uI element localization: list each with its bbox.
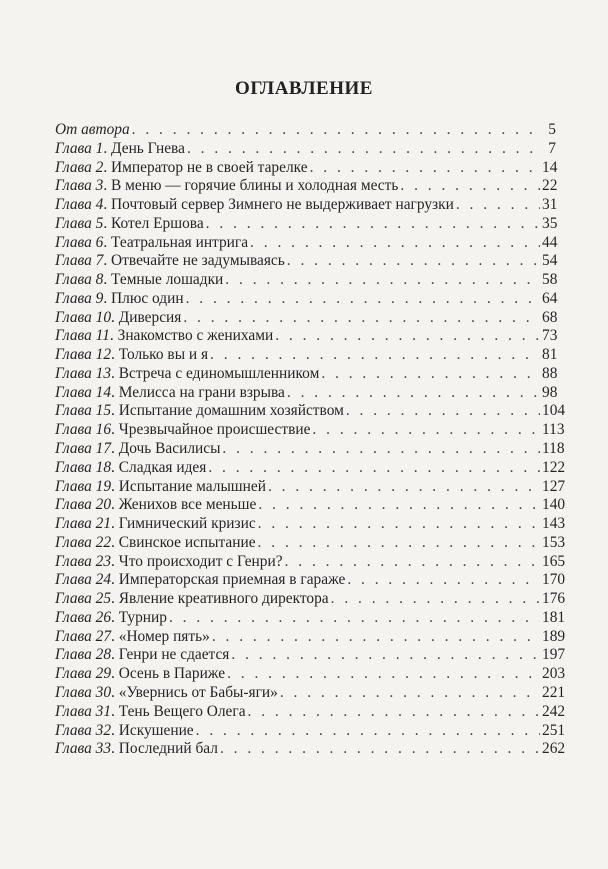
- toc-entry: [55, 309, 556, 328]
- toc-entry-page: 197: [542, 646, 566, 664]
- toc-entry-title: Знакомство с женихами: [117, 327, 274, 345]
- toc-entry-page: 5: [548, 121, 556, 138]
- toc-entry: [55, 740, 566, 759]
- toc-entry: [55, 159, 556, 178]
- toc-entry-prefix: Глава 20: [55, 496, 112, 514]
- toc-entry-label: Глава 13. Встреча с единомышленником: [55, 364, 320, 382]
- toc-entry-title: Диверсия: [118, 308, 182, 326]
- toc-entry: [55, 477, 566, 497]
- toc-entry-title: День Гнева: [111, 139, 185, 157]
- toc-entry-label: Глава 18. Сладкая идея: [55, 458, 207, 476]
- toc-entry-page: 176: [542, 590, 566, 608]
- toc-entry: [55, 140, 556, 159]
- toc-entry-title: Императорская приемная в гараже: [118, 571, 346, 589]
- toc-entry-label: Глава 6. Театральная интрига: [55, 233, 249, 251]
- toc-entry-prefix: Глава 6: [55, 233, 104, 251]
- toc-entry-prefix: Глава 1: [55, 139, 104, 157]
- toc-entry-prefix: Глава 9: [55, 289, 104, 307]
- toc-entry: [55, 721, 566, 741]
- toc-entry-label: Глава 12. Только вы и я: [55, 346, 209, 364]
- dot-leader: [220, 740, 540, 759]
- toc-entry-page: 143: [542, 515, 566, 533]
- toc-entry-page: 14: [542, 158, 558, 176]
- toc-entry-page: 104: [542, 402, 566, 420]
- toc-entry-label: Глава 1. День Гнева: [55, 139, 185, 157]
- toc-entry-label: Глава 15. Испытание домашним хозяйством: [55, 402, 344, 420]
- toc-entry-page: 81: [542, 346, 558, 364]
- toc-entry-title: Дочь Василисы: [118, 440, 221, 458]
- toc-entry: [55, 571, 566, 590]
- toc-entry: [55, 252, 556, 271]
- toc-entry-page: 35: [542, 214, 558, 232]
- toc-entry-prefix: Глава 11: [55, 327, 110, 345]
- toc-entry-page: 181: [542, 608, 566, 626]
- toc-entry-prefix: Глава 8: [55, 271, 104, 289]
- toc-entry-title: Испытание домашним хозяйством: [118, 402, 344, 420]
- toc-entry: [55, 683, 566, 703]
- dot-leader: [132, 121, 540, 140]
- toc-entry-label: Глава 22. Свинское испытание: [55, 533, 256, 551]
- dot-leader: [285, 553, 540, 572]
- dot-leader: [456, 196, 540, 215]
- toc-entry-prefix: Глава 10: [55, 308, 112, 326]
- dot-leader: [210, 346, 540, 365]
- toc-entry-prefix: Глава 5: [55, 214, 104, 232]
- toc-entry-label: Глава 20. Женихов все меньше: [55, 496, 257, 514]
- dot-leader: [258, 515, 540, 534]
- toc-entry-prefix: Глава 16: [55, 421, 112, 439]
- toc-entry-prefix: Глава 29: [55, 665, 112, 683]
- toc-entry-prefix: Глава 18: [55, 458, 112, 476]
- toc-entry-page: 251: [542, 721, 566, 739]
- dot-leader: [287, 384, 540, 403]
- toc-entry-prefix: Глава 31: [55, 702, 112, 720]
- toc-entry-page: 203: [542, 665, 566, 683]
- toc-entry: [55, 627, 566, 647]
- toc-entry-prefix: Глава 32: [55, 721, 112, 739]
- toc-entry-prefix: Глава 21: [55, 515, 112, 533]
- toc-entry-prefix: От автора: [55, 121, 130, 138]
- toc-entry-label: [55, 121, 130, 140]
- toc-entry-prefix: Глава 4: [55, 196, 104, 214]
- toc-entry-prefix: Глава 30: [55, 683, 112, 701]
- toc-entry: [55, 590, 566, 609]
- toc-entry-title: Турнир: [118, 608, 167, 626]
- toc-entry-page: 73: [542, 327, 558, 345]
- toc-entry-title: «Номер пять»: [118, 627, 210, 645]
- toc-entry-page: 68: [542, 308, 558, 326]
- toc-entry-label: Глава 5. Котел Ершова: [55, 214, 204, 232]
- toc-entry-page: 58: [542, 271, 558, 289]
- dot-leader: [321, 365, 540, 384]
- toc-entry: [55, 121, 556, 140]
- toc-entry-label: Глава 14. Мелисса на грани взрыва: [55, 383, 285, 401]
- toc-entry-title: Последний бал: [118, 740, 218, 758]
- toc-entry-label: Глава 23. Что происходит с Генри?: [55, 552, 283, 570]
- toc-entry-label: Глава 33. Последний бал: [55, 740, 218, 758]
- toc-entry-page: 64: [542, 289, 558, 307]
- toc-entry-page: 22: [542, 177, 558, 195]
- toc-entry: [55, 552, 566, 572]
- toc-entry-label: Глава 32. Искушение: [55, 721, 194, 739]
- toc-entry-label: Глава 16. Чрезвычайное происшествие: [55, 421, 311, 439]
- toc-entry-title: В меню — горячие блины и холодная месть: [111, 177, 399, 195]
- toc-entry: [55, 458, 566, 478]
- toc-entry-title: Что происходит с Генри?: [118, 552, 283, 570]
- toc-entry-page: 7: [548, 139, 556, 157]
- toc-entry-page: 54: [542, 252, 558, 270]
- toc-entry-label: Глава 3. В меню — горячие блины и холодная месть: [55, 177, 399, 195]
- toc-entry-page: 140: [542, 496, 566, 514]
- toc-entry-prefix: Глава 12: [55, 346, 112, 364]
- toc-entry: [55, 271, 556, 290]
- toc-entry-prefix: Глава 15: [55, 402, 112, 420]
- toc-entry: [55, 608, 566, 628]
- dot-leader: [347, 571, 540, 590]
- toc-entry-prefix: Глава 23: [55, 552, 112, 570]
- toc-entry-prefix: Глава 24: [55, 571, 112, 589]
- toc-entry-title: Мелисса на грани взрыва: [118, 383, 285, 401]
- toc-entry-prefix: Глава 17: [55, 440, 112, 458]
- toc-entry-title: Котел Ершова: [111, 214, 204, 232]
- toc-entry-page: 98: [542, 383, 558, 401]
- toc-entry: [55, 496, 566, 515]
- dot-leader: [248, 703, 540, 722]
- toc-entry-title: Отвечайте не задумываясь: [111, 252, 285, 270]
- dot-leader: [400, 177, 540, 196]
- toc-entry-label: Глава 24. Императорская приемная в гараже: [55, 571, 346, 589]
- toc-entry: [55, 365, 556, 384]
- dot-leader: [169, 609, 540, 628]
- toc-entry-title: Гимнический кризис: [118, 515, 256, 533]
- toc-entry-label: Глава 9. Плюс один: [55, 289, 184, 307]
- toc-entry-prefix: Глава 25: [55, 590, 112, 608]
- toc-entry-label: Глава 29. Осень в Париже: [55, 665, 226, 683]
- toc-entry-prefix: Глава 3: [55, 177, 104, 195]
- toc-entry-label: Глава 17. Дочь Василисы: [55, 440, 221, 458]
- dot-leader: [250, 234, 540, 253]
- toc-entry-page: 44: [542, 233, 558, 251]
- page-title: ОГЛАВЛЕНИЕ: [235, 78, 373, 99]
- dot-leader: [287, 252, 540, 271]
- toc-entry-title: Осень в Париже: [118, 665, 226, 683]
- toc-entry-title: Женихов все меньше: [118, 496, 257, 514]
- toc-entry-title: Искушение: [118, 721, 194, 739]
- toc-entry-page: 170: [542, 571, 566, 589]
- toc-entry-label: Глава 4. Почтовый сервер Зимнего не выдерживает нагрузки: [55, 196, 454, 214]
- toc-entry-title: Почтовый сервер Зимнего не выдерживает нагрузки: [111, 196, 454, 214]
- toc-entry-title: Театральная интрига: [111, 233, 249, 251]
- toc-entry-label: Глава 30. «Увернись от Бабы-яги»: [55, 683, 278, 701]
- toc-entry-label: Глава 28. Генри не сдается: [55, 646, 230, 664]
- toc-entry-page: 165: [542, 552, 566, 570]
- toc-entry-title: Император не в своей тарелке: [111, 158, 308, 176]
- dot-leader: [187, 140, 540, 159]
- toc-entry-title: Встреча с единомышленником: [118, 364, 320, 382]
- toc-entry-label: Глава 7. Отвечайте не задумываясь: [55, 252, 285, 270]
- toc-entry-page: 262: [542, 740, 566, 758]
- toc-entry: [55, 402, 566, 421]
- toc-entry-prefix: Глава 7: [55, 252, 104, 270]
- toc-entry-page: 31: [542, 196, 558, 214]
- dot-leader: [275, 327, 540, 346]
- toc-entry: [55, 702, 566, 722]
- toc-entry-page: 122: [542, 458, 566, 476]
- dot-leader: [208, 459, 540, 478]
- toc-entry-label: Глава 2. Император не в своей тарелке: [55, 158, 308, 176]
- dot-leader: [280, 684, 540, 703]
- toc-entry-title: Испытание малышней: [118, 477, 266, 495]
- toc-entry: [55, 196, 556, 215]
- toc-entry: [55, 665, 566, 684]
- dot-leader: [186, 290, 540, 309]
- toc-entry-label: Глава 26. Турнир: [55, 608, 167, 626]
- toc-entry-prefix: Глава 22: [55, 533, 112, 551]
- toc-entry-title: Свинское испытание: [118, 533, 256, 551]
- dot-leader: [312, 421, 540, 440]
- dot-leader: [231, 646, 540, 665]
- toc-entry-prefix: Глава 27: [55, 627, 112, 645]
- dot-leader: [331, 590, 540, 609]
- toc-entry: [55, 177, 556, 196]
- toc-entry: [55, 290, 556, 309]
- dot-leader: [196, 722, 540, 741]
- toc-entry-page: 118: [542, 440, 565, 458]
- toc-entry: [55, 515, 566, 534]
- toc-entry-title: Генри не сдается: [118, 646, 230, 664]
- toc-entry: [55, 533, 566, 553]
- dot-leader: [212, 628, 540, 647]
- toc-entry-page: 88: [542, 364, 558, 382]
- dot-leader: [206, 215, 540, 234]
- dot-leader: [183, 309, 540, 328]
- toc-entry-label: Глава 11. Знакомство с женихами: [55, 327, 274, 345]
- dot-leader: [225, 271, 540, 290]
- toc-entry-prefix: Глава 13: [55, 364, 112, 382]
- toc-entry-title: Явление креативного директора: [118, 590, 329, 608]
- toc-entry-prefix: Глава 26: [55, 608, 112, 626]
- toc-entry: [55, 421, 565, 440]
- toc-entry: [55, 646, 566, 665]
- toc-entry: [55, 215, 556, 234]
- toc-entry-title: «Увернись от Бабы-яги»: [118, 683, 278, 701]
- table-of-contents: [55, 121, 566, 759]
- toc-entry-title: Только вы и я: [118, 346, 209, 364]
- dot-leader: [268, 478, 540, 497]
- toc-entry: [55, 327, 556, 346]
- toc-entry-page: 153: [542, 533, 566, 551]
- dot-leader: [258, 496, 540, 515]
- toc-entry-page: 113: [542, 421, 565, 439]
- toc-entry-page: 189: [542, 627, 566, 645]
- toc-entry-title: Тень Вещего Олега: [118, 702, 246, 720]
- toc-entry-prefix: Глава 14: [55, 383, 112, 401]
- toc-entry: [55, 346, 556, 365]
- toc-entry-label: Глава 25. Явление креативного директора: [55, 590, 329, 608]
- toc-entry-page: 127: [542, 477, 566, 495]
- toc-entry-prefix: Глава 19: [55, 477, 112, 495]
- toc-entry-title: Плюс один: [111, 289, 184, 307]
- toc-entry-label: Глава 27. «Номер пять»: [55, 627, 210, 645]
- toc-entry-prefix: Глава 2: [55, 158, 104, 176]
- dot-leader: [258, 534, 540, 553]
- toc-entry-page: 242: [542, 702, 566, 720]
- toc-entry-title: Сладкая идея: [118, 458, 207, 476]
- toc-entry: [55, 384, 556, 403]
- toc-entry-label: Глава 8. Темные лошадки: [55, 271, 224, 289]
- dot-leader: [310, 159, 540, 178]
- dot-leader: [222, 440, 540, 459]
- toc-entry-title: Темные лошадки: [111, 271, 224, 289]
- toc-entry-title: Чрезвычайное происшествие: [118, 421, 311, 439]
- toc-entry-label: Глава 31. Тень Вещего Олега: [55, 702, 246, 720]
- dot-leader: [227, 665, 540, 684]
- toc-entry-label: Глава 19. Испытание малышней: [55, 477, 266, 495]
- toc-entry-prefix: Глава 28: [55, 646, 112, 664]
- toc-entry: [55, 234, 556, 253]
- toc-entry-label: Глава 21. Гимнический кризис: [55, 515, 256, 533]
- toc-entry-label: Глава 10. Диверсия: [55, 308, 182, 326]
- toc-entry-prefix: Глава 33: [55, 740, 112, 758]
- dot-leader: [346, 402, 540, 421]
- toc-entry: [55, 440, 565, 459]
- toc-entry-page: 221: [542, 683, 566, 701]
